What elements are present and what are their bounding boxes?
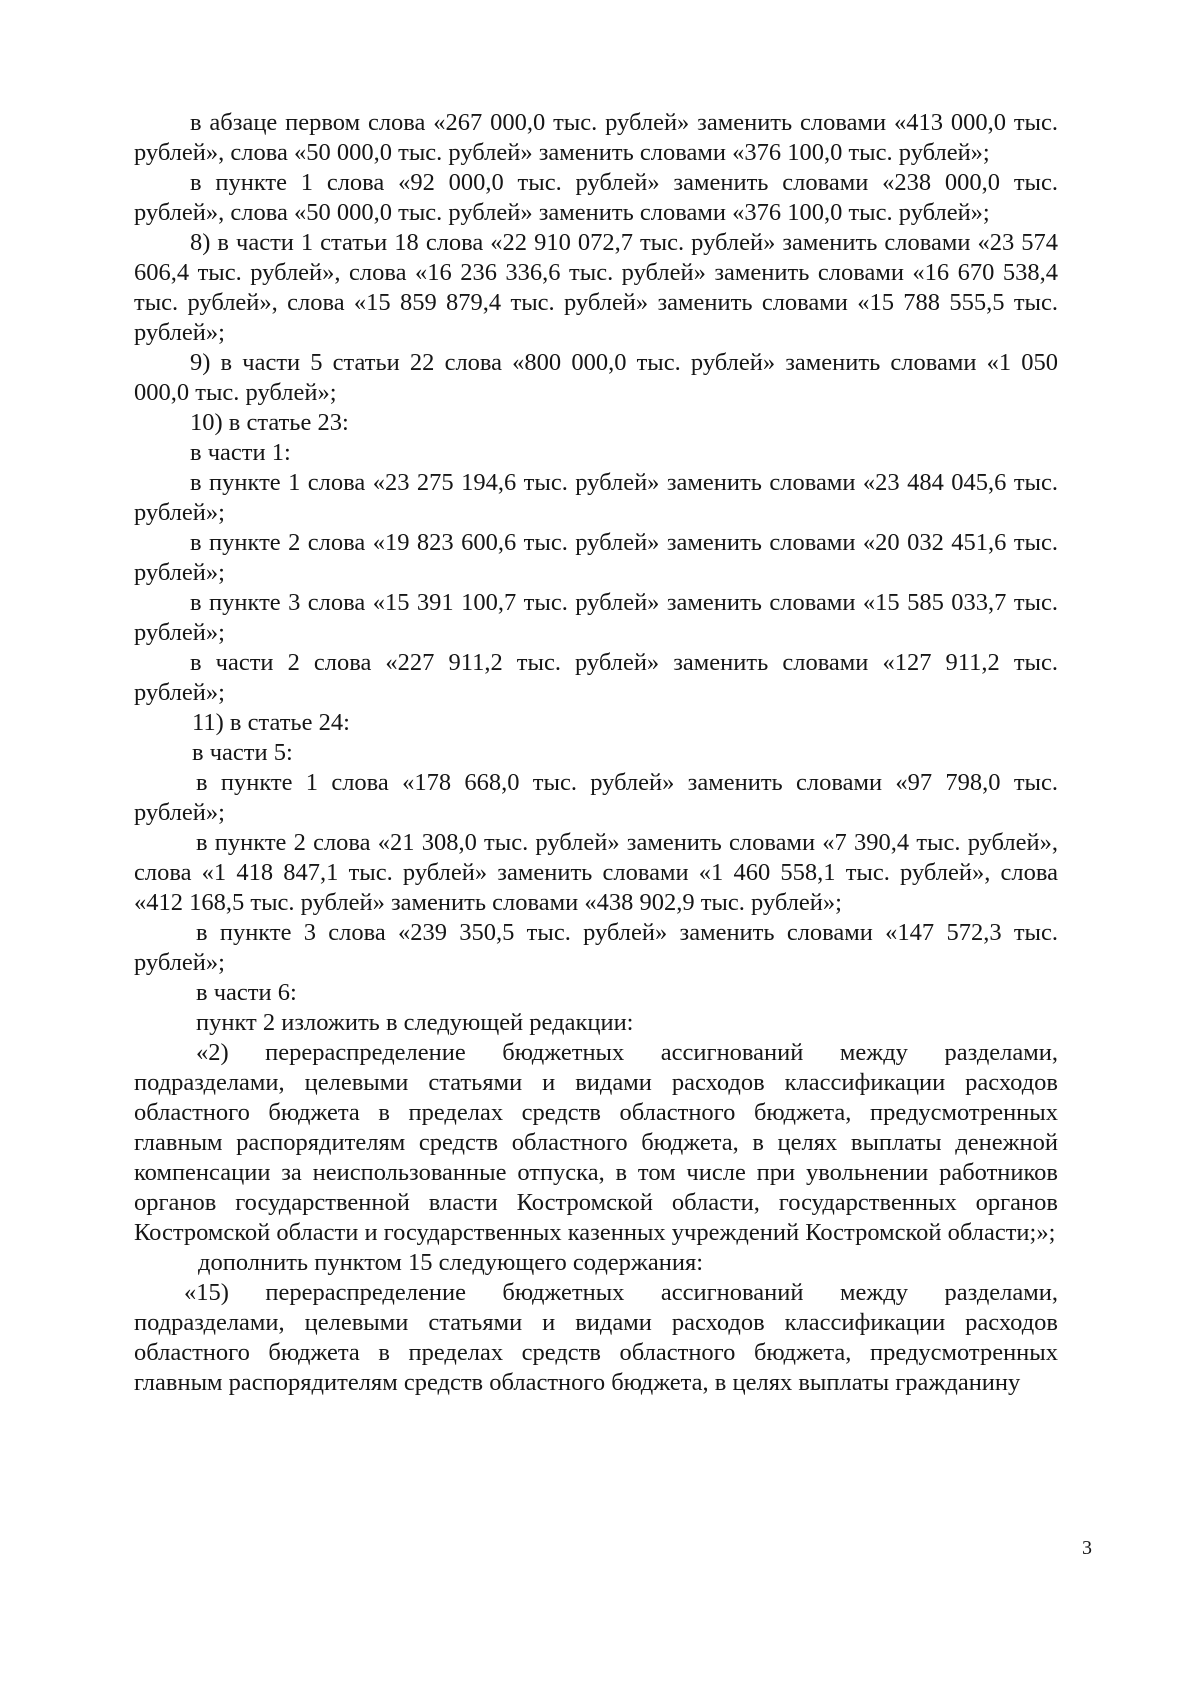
paragraph-4: 9) в части 5 статьи 22 слова «800 000,0 тыс. рублей» заменить словами «1 050 000,0 тыс. рублей»;: [134, 349, 1058, 406]
paragraph-18: «2) перераспределение бюджетных ассигнований между разделами, подразделами, целевыми статьями и видами расходов классификации расходов областного бюджета в пределах средств областного бюджета, предусмотренных главным распорядителям средств областного бюджета, в целях выплаты денежной компенсации за неиспользованные отпуска, в том числе при увольнении работников органов государственной власти Костромской области, государственных органов Костромской области и государственных казенных учреждений Костромской области;»;: [134, 1039, 1058, 1246]
paragraph-7: в пункте 1 слова «23 275 194,6 тыс. рублей» заменить словами «23 484 045,6 тыс. рублей»;: [134, 469, 1058, 526]
page-number: 3: [1082, 1537, 1092, 1559]
paragraph-15: в пункте 3 слова «239 350,5 тыс. рублей» заменить словами «147 572,3 тыс. рублей»;: [134, 919, 1058, 976]
paragraph-10: в части 2 слова «227 911,2 тыс. рублей» заменить словами «127 911,2 тыс. рублей»;: [134, 649, 1058, 706]
paragraph-14: в пункте 2 слова «21 308,0 тыс. рублей» заменить словами «7 390,4 тыс. рублей», слова «1 418 847,1 тыс. рублей» заменить словами «1 460 558,1 тыс. рублей», слова «412 168,5 тыс. рублей» заменить словами «438 902,9 тыс. рублей»;: [134, 829, 1058, 916]
paragraph-11: 11) в статье 24:: [192, 709, 350, 736]
paragraph-19: дополнить пунктом 15 следующего содержания:: [198, 1249, 704, 1276]
paragraph-8: в пункте 2 слова «19 823 600,6 тыс. рублей» заменить словами «20 032 451,6 тыс. рублей»;: [134, 529, 1058, 586]
paragraph-5: 10) в статье 23:: [190, 409, 349, 436]
paragraph-17: пункт 2 изложить в следующей редакции:: [196, 1009, 634, 1036]
paragraph-2: в пункте 1 слова «92 000,0 тыс. рублей» заменить словами «238 000,0 тыс. рублей», слова «50 000,0 тыс. рублей» заменить словами «376 100,0 тыс. рублей»;: [134, 169, 1058, 226]
paragraph-1: в абзаце первом слова «267 000,0 тыс. рублей» заменить словами «413 000,0 тыс. рублей», слова «50 000,0 тыс. рублей» заменить словами «376 100,0 тыс. рублей»;: [134, 109, 1058, 166]
paragraph-13: в пункте 1 слова «178 668,0 тыс. рублей» заменить словами «97 798,0 тыс. рублей»;: [134, 769, 1058, 826]
paragraph-16: в части 6:: [196, 979, 297, 1006]
paragraph-3: 8) в части 1 статьи 18 слова «22 910 072,7 тыс. рублей» заменить словами «23 574 606,4 тыс. рублей», слова «16 236 336,6 тыс. рублей» заменить словами «16 670 538,4 тыс. рублей», слова «15 859 879,4 тыс. рублей» заменить словами «15 788 555,5 тыс. рублей»;: [134, 229, 1058, 346]
document-body: [134, 108, 1058, 1398]
paragraph-20: «15) перераспределение бюджетных ассигнований между разделами, подразделами, целевыми статьями и видами расходов классификации расходов областного бюджета в пределах средств областного бюджета, предусмотренных главным распорядителям средств областного бюджета, в целях выплаты гражданину: [134, 1279, 1058, 1396]
paragraph-9: в пункте 3 слова «15 391 100,7 тыс. рублей» заменить словами «15 585 033,7 тыс. рублей»;: [134, 589, 1058, 646]
paragraph-6: в части 1:: [190, 439, 291, 466]
paragraph-12: в части 5:: [192, 739, 293, 766]
